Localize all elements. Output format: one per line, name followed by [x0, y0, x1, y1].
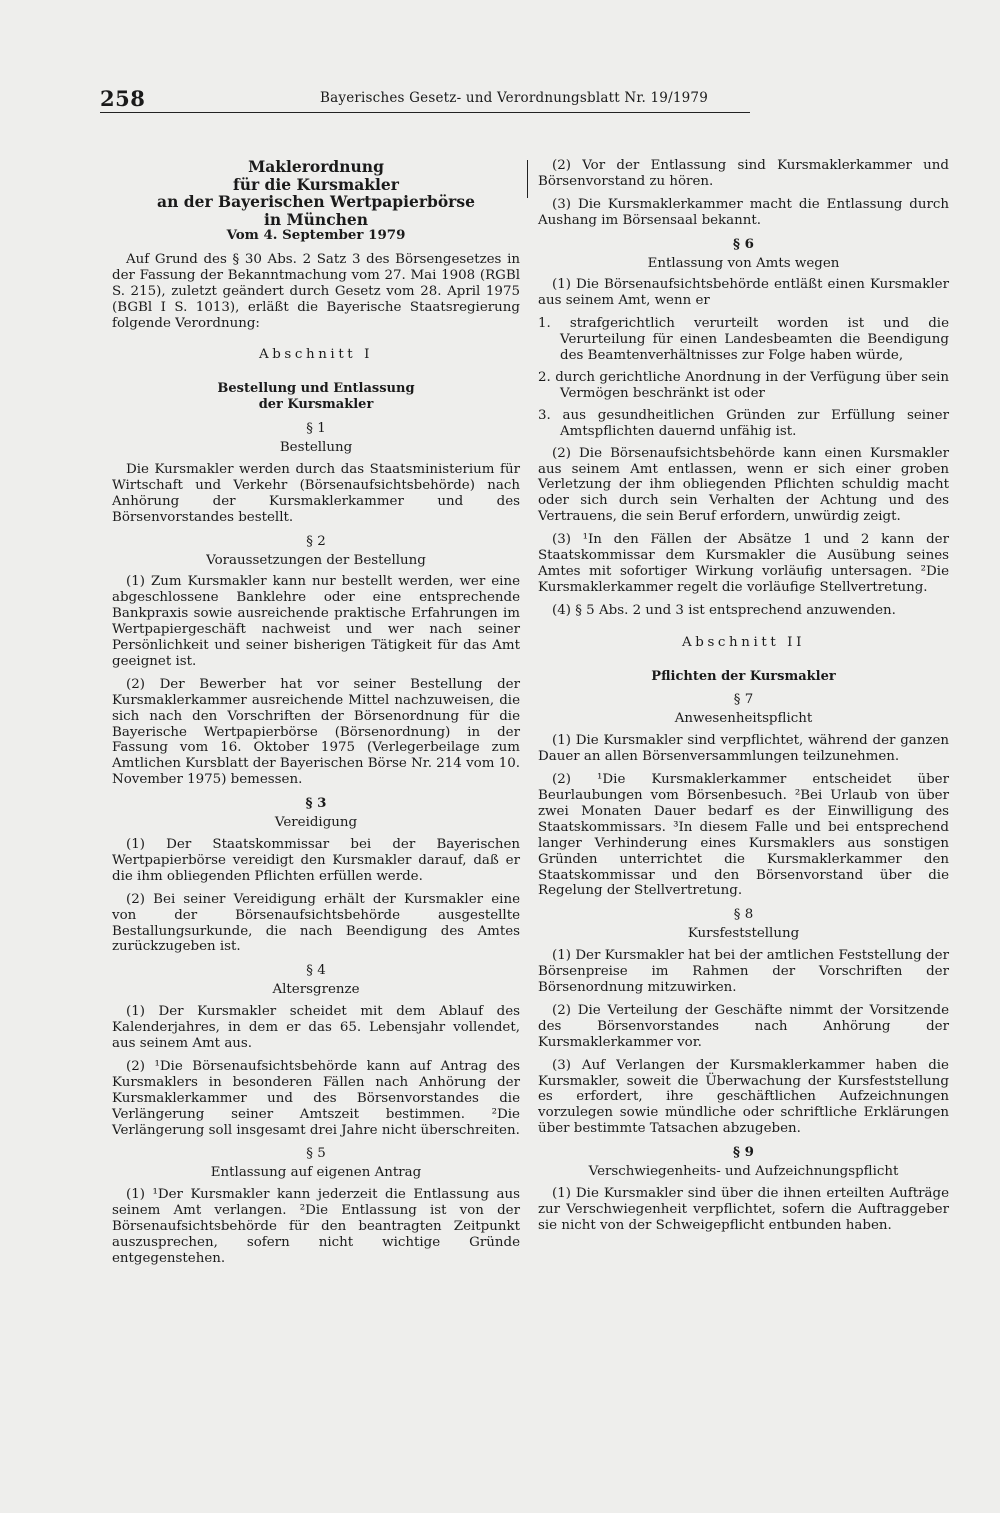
- list-item: 1. strafgerichtlich verurteilt worden ist und die Verurteilung für einen Landesbeamten die Beendigung des Beamtenverhältnisses zur Folge haben würde,: [538, 316, 949, 364]
- section-heading: Abschnitt II: [682, 634, 805, 650]
- paragraph-number: § 1: [306, 421, 326, 437]
- paragraph-text: (2) ¹Die Börsenaufsichtsbehörde kann auf Antrag des Kursmaklers in besonderen Fällen nach Anhörung der Kursmaklerkammer und des Börsenvorstandes die Verlängerung seiner Amtszeit bestimmen. ²Die Verlängerung soll insgesamt drei Jahre nicht überschreiten.: [112, 1058, 520, 1138]
- section-title: Pflichten der Kursmakler: [651, 668, 836, 684]
- paragraph-text: (2) Bei seiner Vereidigung erhält der Kursmakler eine von der Börsenaufsichtsbehörde ausgestellte Bestallungsurkunde, die nach Beendigung des Amtes zurückzugeben ist.: [112, 891, 520, 955]
- paragraph-title: Voraussetzungen der Bestellung: [206, 552, 426, 568]
- preamble: Auf Grund des § 30 Abs. 2 Satz 3 des Börsengesetzes in der Fassung der Bekanntmachung vom 27. Mai 1908 (RGBl S. 215), zuletzt geändert durch Gesetz vom 28. April 1975 (BGBl I S. 1013), erläßt die Bayerische Staatsregierung folgende Verordnung:: [112, 251, 520, 331]
- paragraph-number: § 5: [306, 1146, 326, 1162]
- paragraph-text: (3) ¹In den Fällen der Absätze 1 und 2 kann der Staatskommissar dem Kursmakler die Ausübung seines Amtes mit sofortiger Wirkung vorläufig untersagen. ²Die Kursmaklerkammer regelt die vorläufige Stellvertretung.: [538, 532, 949, 595]
- title-line: Maklerordnung: [248, 157, 384, 176]
- paragraph-text: (2) Der Bewerber hat vor seiner Bestellung der Kursmaklerkammer ausreichende Mittel nachzuweisen, die sich nach den Vorschriften der Börsenordnung für die Bayerische Wertpapierbörse (Börsenordnung) in der Fassung vom 16. Oktober 1975 (Verlegerbeilage zum Amtlichen Kursblatt der Bayerischen Börse Nr. 214 vom 10. November 1975) bemessen.: [112, 676, 520, 788]
- list-item: 3. aus gesundheitlichen Gründen zur Erfüllung seiner Amtspflichten dauernd unfähig ist.: [538, 407, 949, 439]
- paragraph-text: (1) Der Staatskommissar bei der Bayerischen Wertpapierbörse vereidigt den Kursmakler darauf, daß er die ihm obliegenden Pflichten erfüllen werde.: [112, 837, 520, 884]
- paragraph-number: § 4: [306, 963, 326, 979]
- section-heading: Abschnitt I: [258, 347, 374, 363]
- paragraph-text: (1) ¹Der Kursmakler kann jederzeit die Entlassung aus seinem Amt verlangen. ²Die Entlassung ist von der Börsenaufsichtsbehörde für den beantragten Zeitpunkt auszusprechen, sofern nicht wichtige Gründe entgegenstehen.: [112, 1187, 520, 1266]
- paragraph-number: § 8: [733, 907, 754, 923]
- paragraph-text: (3) Die Kursmaklerkammer macht die Entlassung durch Aushang im Börsensaal bekannt.: [538, 196, 949, 228]
- paragraph-text: (3) Auf Verlangen der Kursmaklerkammer haben die Kursmakler, soweit die Überwachung der Kursfeststellung es erfordert, ihre geschäftlichen Aufzeichnungen vorzulegen sowie mündliche oder schriftliche Erklärungen über bestimmte Tatsachen abzugeben.: [538, 1057, 949, 1137]
- paragraph-text: (2) Die Verteilung der Geschäfte nimmt der Vorsitzende des Börsenvorstandes nach Anhörung der Kursmaklerkammer vor.: [538, 1002, 949, 1050]
- page-number: 258: [100, 86, 146, 111]
- paragraph-title: Altersgrenze: [272, 982, 360, 998]
- section-title: Bestellung und Entlassung: [217, 381, 415, 397]
- title-line: für die Kursmakler: [233, 174, 399, 194]
- paragraph-title: Anwesenheitspflicht: [674, 711, 813, 727]
- paragraph-number: § 6: [733, 235, 754, 252]
- paragraph-title: Kursfeststellung: [687, 926, 800, 942]
- paragraph-text: (2) ¹Die Kursmaklerkammer entscheidet über Beurlaubungen vom Börsenbesuch. ²Bei Urlaub von über zwei Monaten Dauer bedarf es der Einwilligung des Staatskommissars. ³In diesem Falle und bei entsprechend langer Verhinderung eines Kursmaklers aus sonstigen Gründen unterrichtet die Kursmaklerkammer den Staatskommissar und den Börsenvorstand über die Regelung der Stellvertretung.: [538, 772, 949, 899]
- list-item: 2. durch gerichtliche Anordnung in der Verfügung über sein Vermögen beschränkt ist oder: [538, 369, 949, 401]
- section-title: der Kursmakler: [258, 397, 374, 413]
- column-rule: [527, 160, 528, 198]
- paragraph-title: Bestellung: [279, 440, 353, 456]
- paragraph-text: (1) Die Börsenaufsichtsbehörde entläßt einen Kursmakler aus seinem Amt, wenn er: [538, 277, 949, 309]
- paragraph-number: § 2: [306, 533, 326, 549]
- paragraph-text: (2) Die Börsenaufsichtsbehörde kann einen Kursmakler aus seinem Amt entlassen, wenn er sich einer groben Verletzung der ihm obliegenden Pflichten schuldig macht oder sich durch sein Verhalten der Achtung und des Vertrauens, die sein Beruf erfordern, unwürdig zeigt.: [538, 445, 949, 525]
- paragraph-text: Die Kursmakler werden durch das Staatsministerium für Wirtschaft und Verkehr (Börsenaufsichtsbehörde) nach Anhörung der Kursmaklerkammer und des Börsenvorstandes bestellt.: [112, 461, 520, 525]
- right-column: [538, 158, 949, 1241]
- title-line: in München: [263, 209, 369, 229]
- paragraph-number: § 3: [305, 795, 327, 812]
- paragraph-title: Vereidigung: [274, 815, 358, 831]
- page-header: [100, 86, 750, 113]
- paragraph-text: (1) Zum Kursmakler kann nur bestellt werden, wer eine abgeschlossene Banklehre oder eine entsprechende Bankpraxis sowie ausreichende praktische Erfahrungen im Wertpapiergeschäft nachweist und wer nach seiner Persönlichkeit und seiner bisherigen Tätigkeit für das Amt geeignet ist.: [112, 574, 520, 669]
- paragraph-text: (1) Der Kursmakler scheidet mit dem Ablauf des Kalenderjahres, in dem er das 65. Lebensjahr vollendet, aus seinem Amt aus.: [112, 1004, 520, 1051]
- title-line: an der Bayerischen Wertpapierbörse: [157, 192, 475, 211]
- paragraph-text: (2) Vor der Entlassung sind Kursmaklerkammer und Börsenvorstand zu hören.: [538, 158, 949, 189]
- paragraph-number: § 9: [733, 1144, 754, 1161]
- left-column: [112, 158, 520, 1274]
- document-date: Vom 4. September 1979: [226, 227, 406, 243]
- running-title: Bayerisches Gesetz- und Verordnungsblatt Nr. 19/1979: [320, 90, 708, 106]
- paragraph-title: Verschwiegenheits- und Aufzeichnungspflicht: [588, 1164, 899, 1180]
- paragraph-title: Entlassung auf eigenen Antrag: [210, 1165, 422, 1181]
- paragraph-text: (1) Die Kursmakler sind verpflichtet, während der ganzen Dauer an allen Börsenversammlungen teilzunehmen.: [538, 733, 949, 765]
- paragraph-number: § 7: [733, 692, 754, 708]
- paragraph-title: Entlassung von Amts wegen: [647, 255, 840, 271]
- paragraph-text: (1) Die Kursmakler sind über die ihnen erteilten Aufträge zur Verschwiegenheit verpflichtet, sofern die Auftraggeber sie nicht von der Schweigepflicht entbunden haben.: [538, 1185, 949, 1233]
- paragraph-text: (1) Der Kursmakler hat bei der amtlichen Feststellung der Börsenpreise im Rahmen der Vorschriften der Börsenordnung mitzuwirken.: [538, 948, 949, 995]
- paragraph-text: (4) § 5 Abs. 2 und 3 ist entsprechend anzuwenden.: [552, 602, 896, 618]
